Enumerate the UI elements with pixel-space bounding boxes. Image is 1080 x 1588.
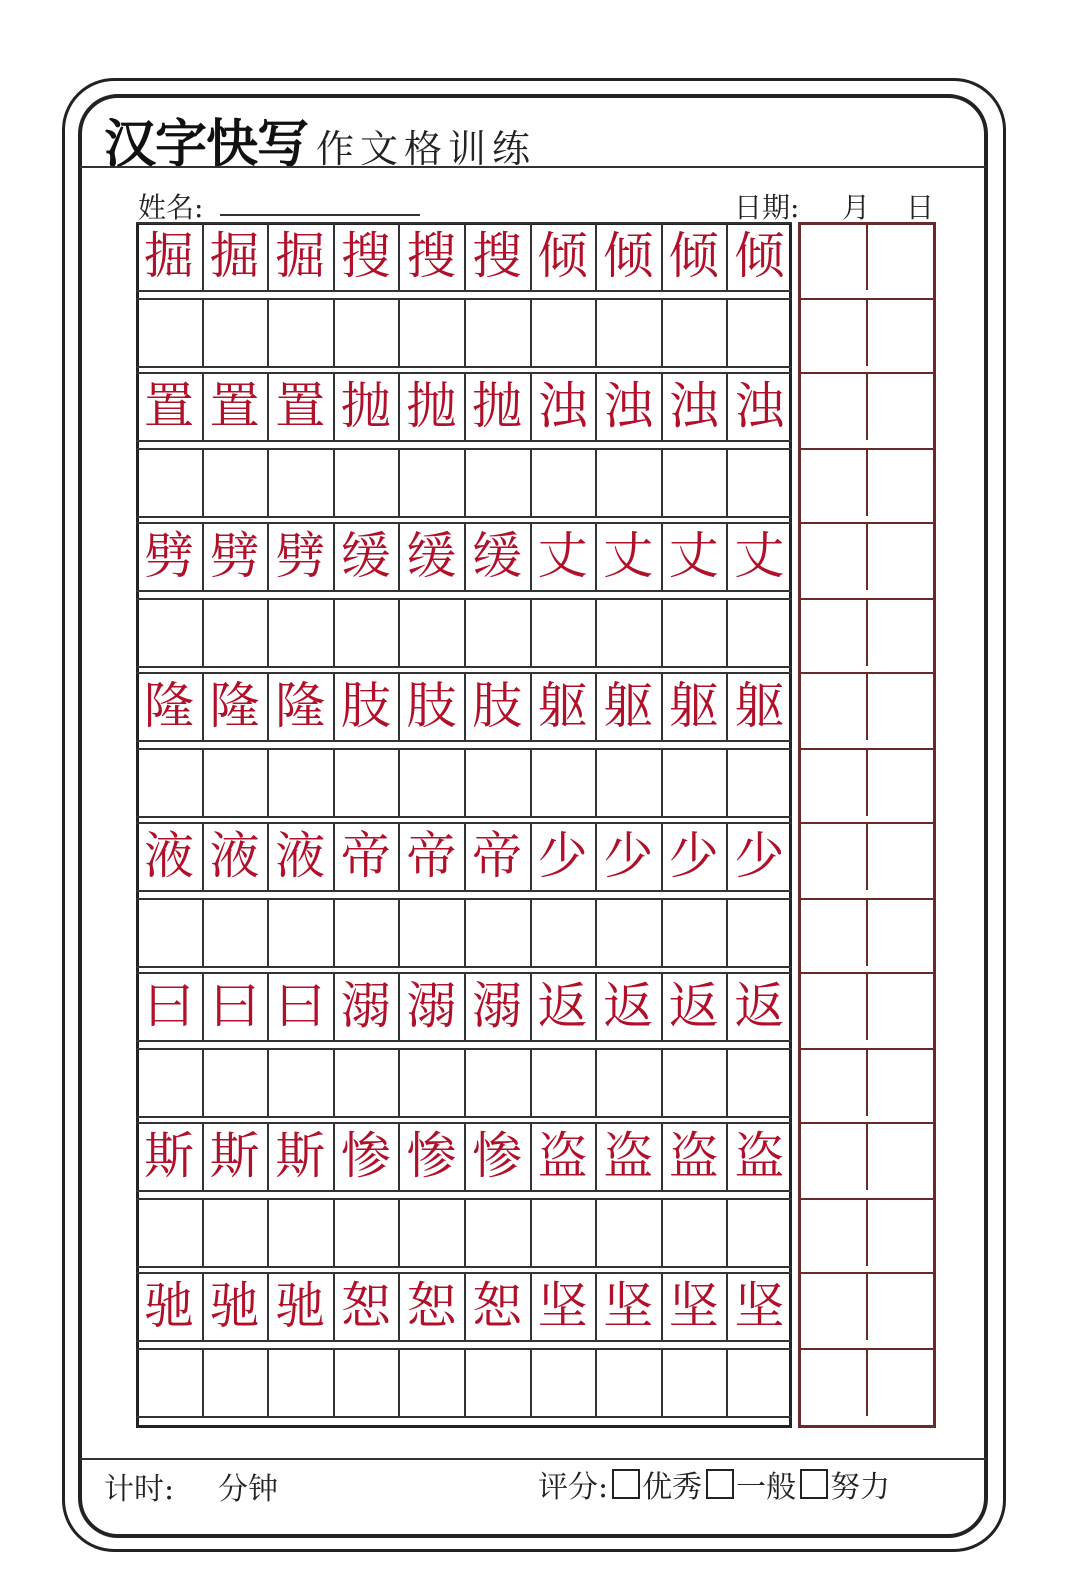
side-column-line: [866, 748, 868, 816]
score-average-checkbox[interactable]: [706, 1469, 734, 1499]
column-line: [333, 298, 335, 366]
practice-char: 驰: [275, 1277, 326, 1335]
side-column-line: [866, 1272, 868, 1340]
practice-char: 缓: [406, 527, 457, 585]
practice-char: 斯: [275, 1127, 326, 1185]
row-line: [136, 366, 792, 368]
practice-char: 劈: [275, 527, 326, 585]
column-line: [398, 448, 400, 516]
column-line: [202, 298, 204, 366]
score-area: [538, 1464, 890, 1504]
column-line: [726, 1348, 728, 1416]
row-line: [136, 516, 792, 518]
header-divider: [80, 166, 986, 168]
practice-char: 搜: [472, 227, 522, 285]
practice-char: 浊: [734, 377, 785, 435]
practice-char: 恕: [472, 1277, 522, 1335]
column-line: [464, 598, 466, 666]
column-line: [661, 1348, 663, 1416]
practice-char: 浊: [668, 377, 719, 435]
score-excellent-checkbox[interactable]: [612, 1469, 640, 1499]
row-line: [136, 590, 792, 592]
practice-char: 溺: [406, 977, 457, 1035]
column-line: [464, 1198, 466, 1266]
column-line: [267, 448, 269, 516]
practice-char: 斯: [144, 1127, 194, 1185]
practice-char: 浊: [537, 377, 588, 435]
practice-char: 置: [209, 377, 260, 435]
column-line: [530, 1198, 532, 1266]
page-subtitle: 作文格训练: [316, 127, 537, 171]
column-line: [333, 448, 335, 516]
column-line: [530, 298, 532, 366]
practice-char: 抛: [406, 377, 457, 435]
column-line: [726, 298, 728, 366]
practice-char: 坚: [537, 1277, 588, 1335]
column-line: [661, 448, 663, 516]
practice-char: 搜: [340, 227, 391, 285]
practice-char: 丈: [603, 527, 654, 585]
practice-char: 隆: [144, 677, 194, 735]
practice-char: 曰: [275, 977, 326, 1035]
side-column-line: [866, 898, 868, 966]
practice-char: 置: [275, 377, 326, 435]
column-line: [661, 748, 663, 816]
column-line: [398, 1198, 400, 1266]
column-line: [202, 898, 204, 966]
practice-char: 坚: [603, 1277, 654, 1335]
column-line: [726, 598, 728, 666]
practice-char: 液: [209, 827, 260, 885]
column-line: [530, 1048, 532, 1116]
column-line: [661, 1048, 663, 1116]
practice-char: 驰: [209, 1277, 260, 1335]
practice-char: 隆: [209, 677, 260, 735]
practice-char: 掘: [275, 227, 326, 285]
practice-char: 肢: [472, 677, 522, 735]
column-line: [333, 1348, 335, 1416]
column-line: [661, 898, 663, 966]
date-label: 日期:: [734, 191, 800, 224]
column-line: [267, 298, 269, 366]
timer-label: 计时:: [104, 1472, 175, 1507]
practice-char: 盗: [734, 1127, 785, 1185]
side-column-line: [866, 448, 868, 516]
column-line: [595, 448, 597, 516]
practice-char: 肢: [340, 677, 391, 735]
column-line: [267, 1048, 269, 1116]
practice-char: 液: [144, 827, 194, 885]
column-line: [595, 298, 597, 366]
column-line: [530, 748, 532, 816]
column-line: [661, 598, 663, 666]
column-line: [661, 298, 663, 366]
practice-char: 曰: [144, 977, 194, 1035]
name-label: 姓名:: [138, 191, 204, 224]
practice-char: 溺: [340, 977, 391, 1035]
practice-char: 坚: [734, 1277, 785, 1335]
practice-char: 丈: [734, 527, 785, 585]
row-line: [136, 440, 792, 442]
side-column-line: [866, 598, 868, 666]
row-line: [136, 740, 792, 742]
column-line: [398, 1048, 400, 1116]
side-column-line: [866, 1122, 868, 1190]
score-label: 评分:: [538, 1470, 609, 1505]
column-line: [530, 1348, 532, 1416]
row-line: [136, 1266, 792, 1268]
practice-char: 丈: [537, 527, 588, 585]
practice-char: 溺: [472, 977, 522, 1035]
practice-char: 抛: [472, 377, 522, 435]
column-line: [726, 898, 728, 966]
row-line: [136, 1340, 792, 1342]
side-column-line: [866, 972, 868, 1040]
practice-char: 掘: [144, 227, 194, 285]
column-line: [398, 298, 400, 366]
practice-char: 劈: [209, 527, 260, 585]
practice-char: 少: [603, 827, 654, 885]
column-line: [333, 1198, 335, 1266]
side-column-line: [866, 298, 868, 366]
row-line: [136, 290, 792, 292]
practice-char: 劈: [144, 527, 194, 585]
row-line: [136, 1116, 792, 1118]
column-line: [333, 898, 335, 966]
practice-char: 帝: [472, 827, 522, 885]
practice-char: 躯: [537, 677, 588, 735]
column-line: [202, 748, 204, 816]
column-line: [333, 598, 335, 666]
column-line: [464, 898, 466, 966]
practice-char: 躯: [734, 677, 785, 735]
practice-char: 惨: [340, 1127, 391, 1185]
side-column-line: [866, 222, 868, 290]
practice-char: 斯: [209, 1127, 260, 1185]
column-line: [661, 1198, 663, 1266]
score-average-label: 一般: [736, 1470, 797, 1505]
practice-char: 返: [603, 977, 654, 1035]
practice-char: 少: [734, 827, 785, 885]
side-column-line: [866, 522, 868, 590]
practice-char: 丈: [668, 527, 719, 585]
practice-char: 倾: [603, 227, 654, 285]
practice-char: 驰: [144, 1277, 194, 1335]
practice-char: 液: [275, 827, 326, 885]
side-column-line: [866, 372, 868, 440]
practice-char: 躯: [603, 677, 654, 735]
column-line: [464, 1048, 466, 1116]
column-line: [595, 1048, 597, 1116]
name-field[interactable]: [220, 214, 420, 216]
score-effort-label: 努力: [830, 1470, 891, 1505]
column-line: [333, 1048, 335, 1116]
practice-char: 盗: [603, 1127, 654, 1185]
side-column-line: [866, 672, 868, 740]
practice-char: 惨: [406, 1127, 457, 1185]
column-line: [202, 1348, 204, 1416]
month-label: 月: [842, 191, 871, 224]
column-line: [398, 1348, 400, 1416]
practice-char: 曰: [209, 977, 260, 1035]
practice-char: 躯: [668, 677, 719, 735]
practice-char: 少: [537, 827, 588, 885]
column-line: [530, 898, 532, 966]
practice-char: 搜: [406, 227, 457, 285]
footer-divider: [80, 1458, 986, 1460]
practice-char: 抛: [340, 377, 391, 435]
practice-char: 倾: [537, 227, 588, 285]
row-line: [136, 816, 792, 818]
column-line: [398, 748, 400, 816]
side-column-line: [866, 1198, 868, 1266]
column-line: [202, 598, 204, 666]
column-line: [726, 1198, 728, 1266]
practice-char: 恕: [340, 1277, 391, 1335]
score-effort-checkbox[interactable]: [800, 1469, 828, 1499]
practice-char: 隆: [275, 677, 326, 735]
row-line: [136, 1040, 792, 1042]
column-line: [267, 898, 269, 966]
practice-char: 倾: [668, 227, 719, 285]
side-column-line: [866, 1048, 868, 1116]
score-excellent-label: 优秀: [642, 1470, 703, 1505]
practice-char: 缓: [340, 527, 391, 585]
column-line: [530, 598, 532, 666]
practice-char: 缓: [472, 527, 522, 585]
column-line: [595, 1198, 597, 1266]
practice-char: 倾: [734, 227, 785, 285]
row-line: [136, 966, 792, 968]
column-line: [267, 598, 269, 666]
column-line: [595, 748, 597, 816]
practice-char: 返: [734, 977, 785, 1035]
column-line: [267, 748, 269, 816]
column-line: [202, 1048, 204, 1116]
column-line: [202, 448, 204, 516]
practice-char: 帝: [340, 827, 391, 885]
day-label: 日: [906, 191, 935, 224]
practice-char: 返: [668, 977, 719, 1035]
brand-title: 汉字快写: [104, 115, 309, 175]
practice-char: 置: [144, 377, 194, 435]
column-line: [464, 1348, 466, 1416]
practice-char: 浊: [603, 377, 654, 435]
column-line: [464, 298, 466, 366]
practice-char: 返: [537, 977, 588, 1035]
practice-char: 恕: [406, 1277, 457, 1335]
column-line: [267, 1198, 269, 1266]
column-line: [530, 448, 532, 516]
practice-char: 坚: [668, 1277, 719, 1335]
practice-char: 少: [668, 827, 719, 885]
column-line: [333, 748, 335, 816]
column-line: [202, 1198, 204, 1266]
column-line: [464, 748, 466, 816]
practice-char: 盗: [537, 1127, 588, 1185]
row-line: [136, 1190, 792, 1192]
column-line: [595, 598, 597, 666]
column-line: [398, 898, 400, 966]
practice-char: 惨: [472, 1127, 522, 1185]
minutes-label: 分钟: [218, 1472, 278, 1507]
practice-char: 肢: [406, 677, 457, 735]
column-line: [595, 898, 597, 966]
side-column-line: [866, 1348, 868, 1416]
column-line: [595, 1348, 597, 1416]
practice-char: 帝: [406, 827, 457, 885]
column-line: [398, 598, 400, 666]
practice-char: 掘: [209, 227, 260, 285]
column-line: [726, 448, 728, 516]
side-column-line: [866, 822, 868, 890]
column-line: [726, 1048, 728, 1116]
column-line: [464, 448, 466, 516]
column-line: [726, 748, 728, 816]
practice-char: 盗: [668, 1127, 719, 1185]
row-line: [136, 1416, 792, 1418]
column-line: [267, 1348, 269, 1416]
row-line: [136, 890, 792, 892]
row-line: [136, 666, 792, 668]
